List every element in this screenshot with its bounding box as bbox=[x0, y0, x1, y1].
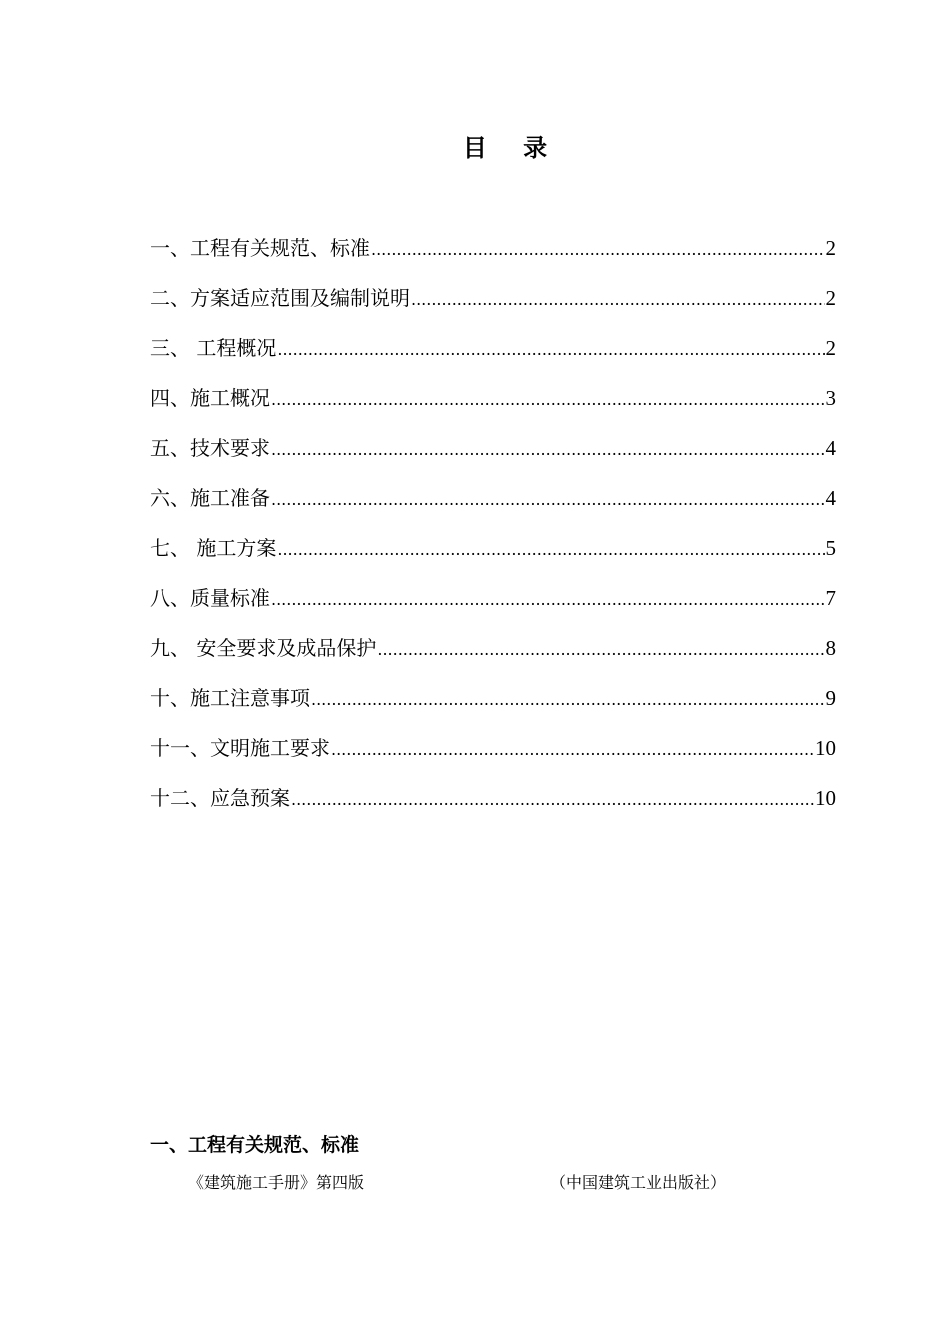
toc-entry-label: 二、方案适应范围及编制说明 bbox=[150, 286, 410, 310]
toc-entry-page: 4 bbox=[825, 486, 836, 510]
toc-dot-leader bbox=[271, 582, 825, 618]
toc-entry-label: 一、工程有关规范、标准 bbox=[150, 236, 370, 260]
toc-entry[interactable] bbox=[150, 480, 836, 530]
toc-dot-leader bbox=[277, 532, 824, 568]
toc-entry-page: 5 bbox=[825, 536, 836, 560]
toc-dot-leader bbox=[291, 782, 814, 818]
toc-dot-leader bbox=[377, 632, 824, 668]
toc-entry[interactable] bbox=[150, 630, 836, 680]
toc-entry-label: 十一、文明施工要求 bbox=[150, 736, 330, 760]
toc-entry-label: 九、 安全要求及成品保护 bbox=[150, 636, 377, 660]
toc-entry-label: 十、施工注意事项 bbox=[150, 686, 310, 710]
toc-entry[interactable] bbox=[150, 230, 836, 280]
toc-dot-leader bbox=[271, 432, 825, 468]
toc-dot-leader bbox=[277, 332, 824, 368]
toc-list bbox=[150, 230, 836, 830]
toc-entry[interactable] bbox=[150, 280, 836, 330]
toc-entry-page: 8 bbox=[825, 636, 836, 660]
toc-entry-page: 4 bbox=[825, 436, 836, 460]
toc-entry-label: 五、技术要求 bbox=[150, 436, 270, 460]
toc-entry-page: 2 bbox=[825, 336, 836, 360]
toc-entry-label: 十二、应急预案 bbox=[150, 786, 290, 810]
toc-dot-leader bbox=[271, 382, 825, 418]
reference-entry bbox=[188, 1168, 788, 1198]
toc-entry-page: 10 bbox=[815, 786, 836, 810]
reference-publisher: （中国建筑工业出版社） bbox=[550, 1173, 727, 1192]
toc-entry-page: 3 bbox=[825, 386, 836, 410]
toc-entry[interactable] bbox=[150, 430, 836, 480]
toc-entry[interactable] bbox=[150, 680, 836, 730]
toc-dot-leader bbox=[271, 482, 825, 518]
toc-entry[interactable] bbox=[150, 330, 836, 380]
toc-entry[interactable] bbox=[150, 780, 836, 830]
toc-entry[interactable] bbox=[150, 580, 836, 630]
toc-entry-label: 四、施工概况 bbox=[150, 386, 270, 410]
section-heading: 一、工程有关规范、标准 bbox=[150, 1134, 360, 1156]
toc-entry-label: 六、施工准备 bbox=[150, 486, 270, 510]
toc-entry-page: 10 bbox=[815, 736, 836, 760]
toc-entry[interactable] bbox=[150, 530, 836, 580]
toc-entry[interactable] bbox=[150, 730, 836, 780]
toc-title: 目 录 bbox=[462, 133, 562, 162]
toc-entry-page: 7 bbox=[825, 586, 836, 610]
toc-dot-leader bbox=[331, 732, 814, 768]
toc-entry-page: 2 bbox=[825, 286, 836, 310]
toc-entry-label: 七、 施工方案 bbox=[150, 536, 277, 560]
toc-dot-leader bbox=[371, 232, 825, 268]
toc-entry[interactable] bbox=[150, 380, 836, 430]
reference-title: 《建筑施工手册》第四版 bbox=[188, 1173, 365, 1192]
toc-dot-leader bbox=[411, 282, 825, 318]
toc-dot-leader bbox=[311, 682, 825, 718]
toc-entry-label: 八、质量标准 bbox=[150, 586, 270, 610]
toc-entry-page: 9 bbox=[825, 686, 836, 710]
toc-entry-label: 三、 工程概况 bbox=[150, 336, 277, 360]
toc-entry-page: 2 bbox=[825, 236, 836, 260]
